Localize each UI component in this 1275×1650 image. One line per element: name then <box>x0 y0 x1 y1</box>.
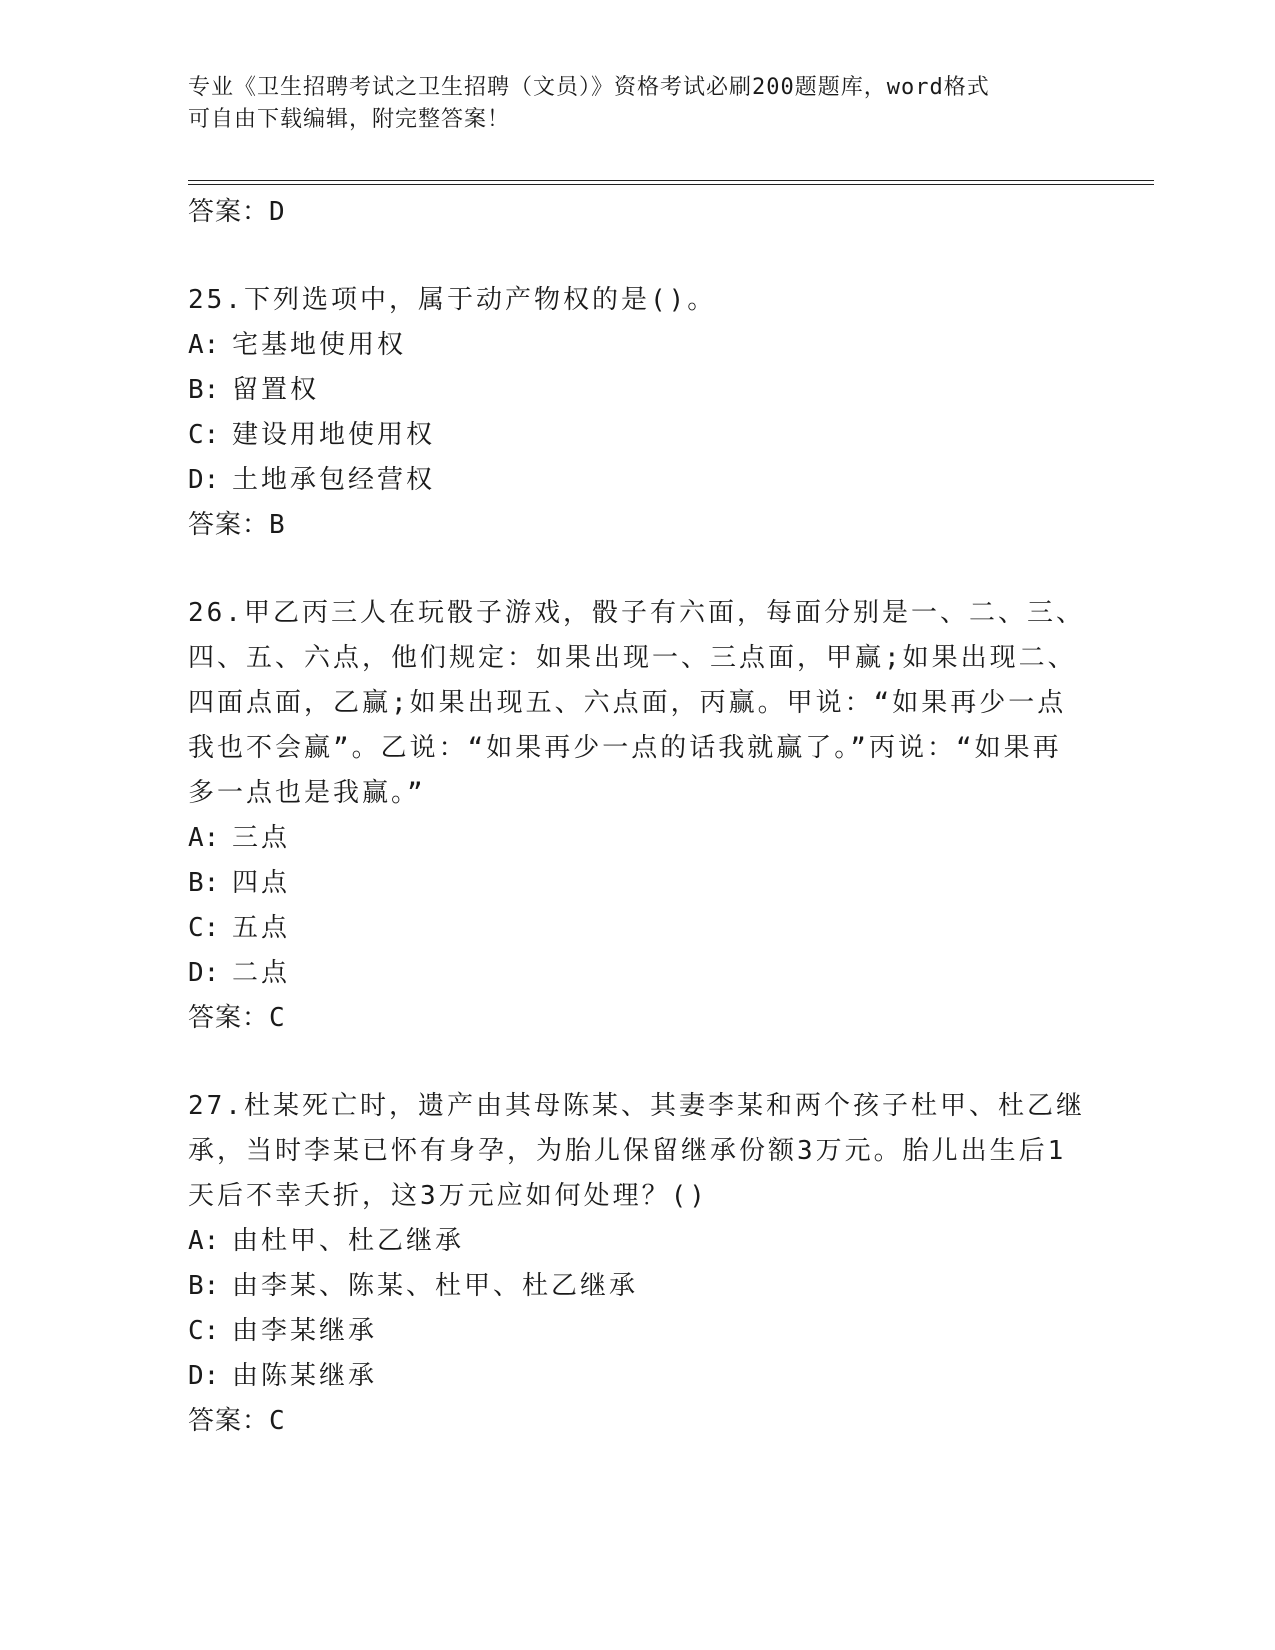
answer-prefix: 答案： <box>188 510 270 540</box>
header-line-1: 专业《卫生招聘考试之卫生招聘（文员）》资格考试必刷200题题库，word格式 <box>188 75 990 100</box>
answer-value: D <box>269 197 286 227</box>
option-text: 由李某继承 <box>232 1316 378 1346</box>
question-list <box>188 190 1088 1443</box>
answer-line <box>188 1399 1088 1443</box>
option-b <box>188 1264 1088 1309</box>
document-header <box>188 72 1068 136</box>
option-b <box>188 861 1088 906</box>
option-key: D: <box>188 958 220 988</box>
option-c <box>188 906 1088 951</box>
option-key: A: <box>188 823 220 853</box>
option-key: D: <box>188 465 220 495</box>
option-text: 宅基地使用权 <box>232 330 407 360</box>
option-a <box>188 323 1088 368</box>
option-key: B: <box>188 868 220 898</box>
option-text: 土地承包经营权 <box>232 465 436 495</box>
option-text: 留置权 <box>232 375 320 405</box>
option-d <box>188 951 1088 996</box>
answer-prefix: 答案： <box>188 197 270 227</box>
option-text: 建设用地使用权 <box>232 420 436 450</box>
answer-line <box>188 996 1088 1040</box>
option-b <box>188 368 1088 413</box>
answer-value: C <box>269 1406 286 1436</box>
answer-prefix: 答案： <box>188 1003 270 1033</box>
option-text: 由陈某继承 <box>232 1361 378 1391</box>
question-stem: 25.下列选项中，属于动产物权的是()。 <box>188 285 717 315</box>
option-key: A: <box>188 1226 220 1256</box>
option-a <box>188 816 1088 861</box>
option-key: B: <box>188 1271 220 1301</box>
answer-value: B <box>269 510 286 540</box>
option-d <box>188 458 1088 503</box>
option-key: D: <box>188 1361 220 1391</box>
answer-line <box>188 190 1088 234</box>
option-d <box>188 1354 1088 1399</box>
option-text: 四点 <box>232 868 291 898</box>
answer-prefix: 答案： <box>188 1406 270 1436</box>
question-block <box>188 591 1088 1040</box>
option-key: C: <box>188 1316 220 1346</box>
question-stem: 26.甲乙丙三人在玩骰子游戏，骰子有六面，每面分别是一、二、三、四、五、六点，他们规定：如果出现一、三点面，甲赢;如果出现二、四面点面，乙赢;如果出现五、六点面，丙赢。甲说：“如果再少一点我也不会赢”。乙说：“如果再少一点的话我就赢了。”丙说：“如果再多一点也是我赢。” <box>188 598 1085 808</box>
option-key: C: <box>188 913 220 943</box>
answer-value: C <box>269 1003 286 1033</box>
option-text: 三点 <box>232 823 291 853</box>
question-block <box>188 278 1088 547</box>
option-text: 由李某、陈某、杜甲、杜乙继承 <box>232 1271 639 1301</box>
question-stem: 27.杜某死亡时，遗产由其母陈某、其妻李某和两个孩子杜甲、杜乙继承，当时李某已怀有身孕，为胎儿保留继承份额3万元。胎儿出生后1天后不幸夭折，这3万元应如何处理？() <box>188 1091 1085 1211</box>
option-key: A: <box>188 330 220 360</box>
option-text: 五点 <box>232 913 291 943</box>
option-key: C: <box>188 420 220 450</box>
option-key: B: <box>188 375 220 405</box>
option-text: 由杜甲、杜乙继承 <box>232 1226 465 1256</box>
option-c <box>188 413 1088 458</box>
question-block <box>188 1084 1088 1443</box>
option-a <box>188 1219 1088 1264</box>
answer-line <box>188 503 1088 547</box>
header-line-2: 可自由下载编辑，附完整答案！ <box>188 107 511 132</box>
option-text: 二点 <box>232 958 291 988</box>
header-divider <box>188 180 1154 185</box>
option-c <box>188 1309 1088 1354</box>
